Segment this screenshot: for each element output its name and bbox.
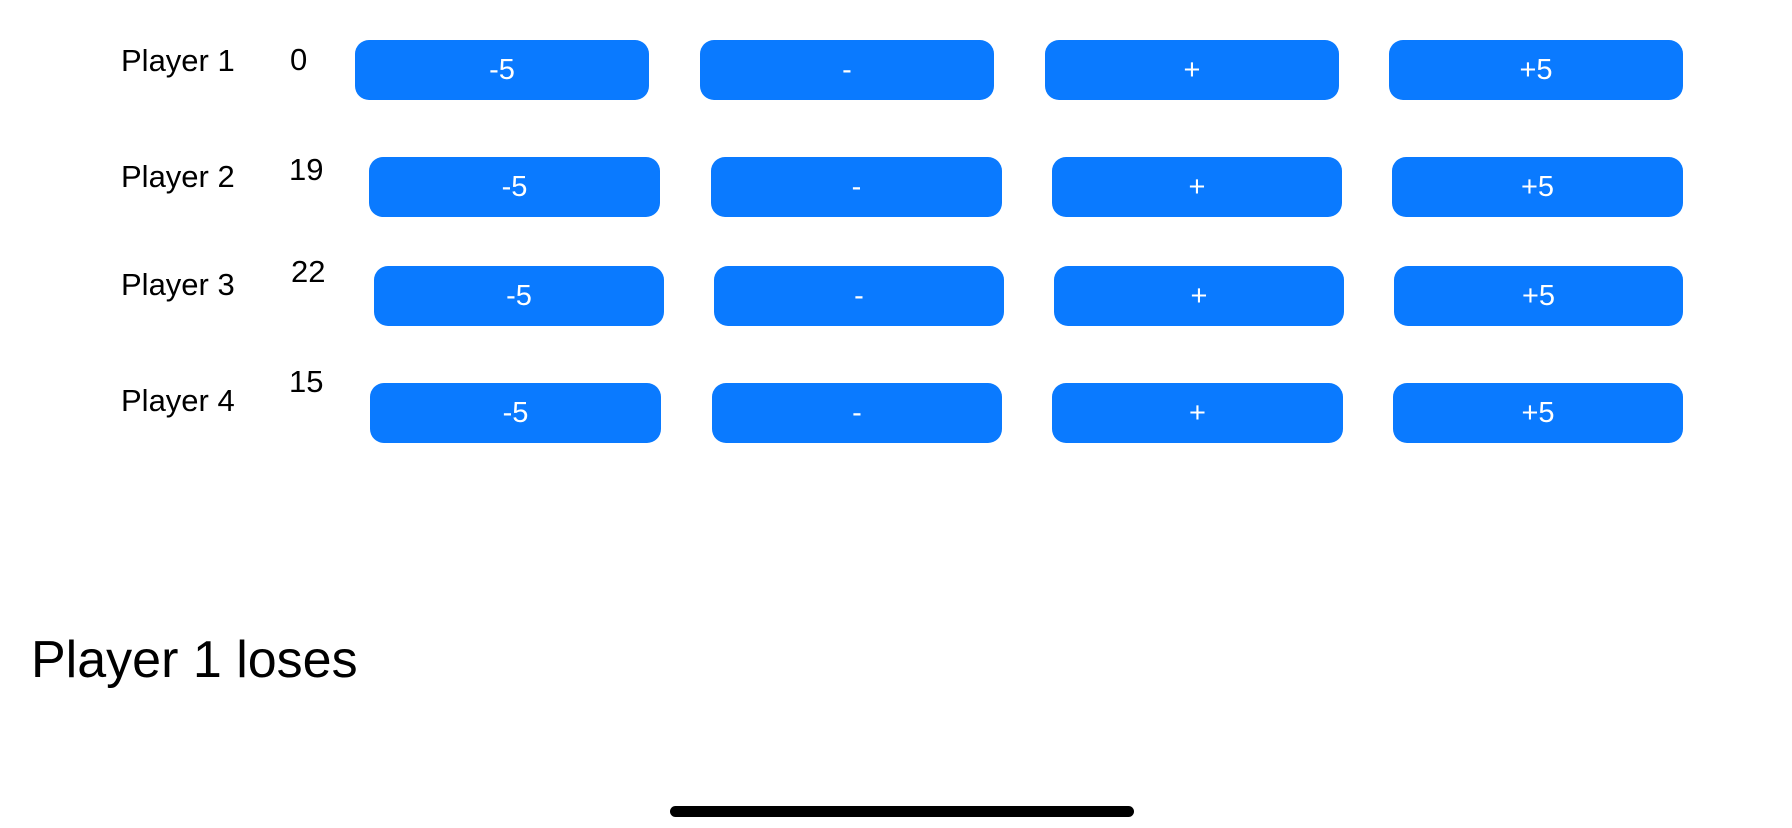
- player-2-plus-5-button[interactable]: +5: [1392, 157, 1683, 217]
- player-3-minus-5-button[interactable]: -5: [374, 266, 664, 326]
- player-4-label: Player 4: [121, 383, 235, 418]
- player-3-label: Player 3: [121, 267, 235, 302]
- player-3-plus-1-button[interactable]: +: [1054, 266, 1344, 326]
- home-indicator[interactable]: [670, 806, 1134, 817]
- player-4-minus-5-button[interactable]: -5: [370, 383, 661, 443]
- player-3-minus-1-button[interactable]: -: [714, 266, 1004, 326]
- player-3-plus-5-button[interactable]: +5: [1394, 266, 1683, 326]
- player-1-minus-1-button[interactable]: -: [700, 40, 994, 100]
- player-1-plus-1-button[interactable]: +: [1045, 40, 1339, 100]
- player-1-plus-5-button[interactable]: +5: [1389, 40, 1683, 100]
- player-1-minus-5-button[interactable]: -5: [355, 40, 649, 100]
- player-2-label: Player 2: [121, 159, 235, 194]
- player-4-plus-1-button[interactable]: +: [1052, 383, 1343, 443]
- player-1-label: Player 1: [121, 43, 235, 78]
- player-2-minus-1-button[interactable]: -: [711, 157, 1002, 217]
- game-result-text: Player 1 loses: [31, 631, 358, 689]
- player-3-score: 22: [291, 254, 326, 289]
- player-2-score: 19: [289, 152, 324, 187]
- player-2-plus-1-button[interactable]: +: [1052, 157, 1342, 217]
- player-4-score: 15: [289, 364, 324, 399]
- player-1-score: 0: [290, 42, 308, 77]
- player-4-minus-1-button[interactable]: -: [712, 383, 1002, 443]
- player-2-minus-5-button[interactable]: -5: [369, 157, 660, 217]
- player-4-plus-5-button[interactable]: +5: [1393, 383, 1683, 443]
